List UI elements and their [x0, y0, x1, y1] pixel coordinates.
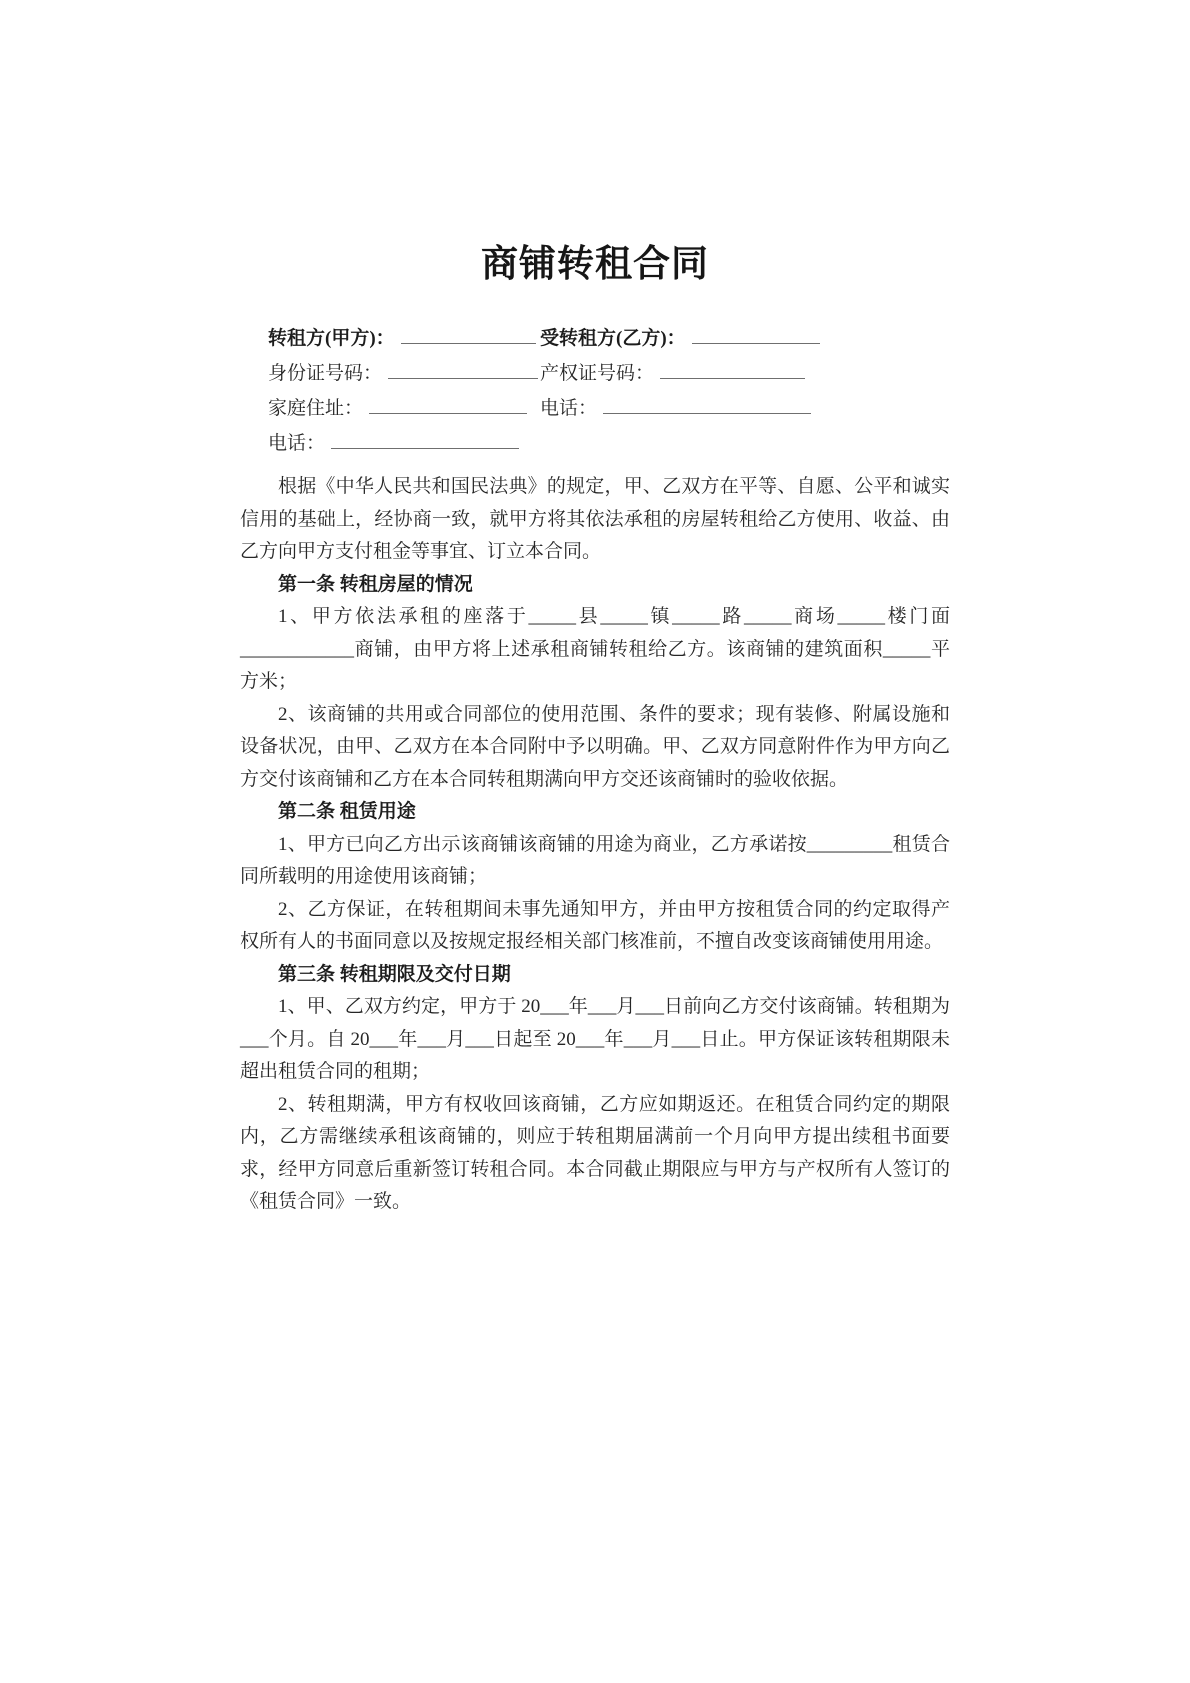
article-3-clause-1: 1、甲、乙双方约定，甲方于 20___年___月___日前向乙方交付该商铺。转租期为___个月。自 20___年___月___日起至 20___年___月___日止。甲方保证该转租期限未超出租赁合同的租期； [240, 996, 950, 1082]
sublessee-phone-blank-line [603, 399, 811, 414]
lessor-name-blank-line [401, 329, 536, 344]
lessor-phone-label: 电话： [268, 433, 326, 454]
id-number-label: 身份证号码： [268, 363, 383, 384]
contract-page [240, 0, 950, 1219]
article-1-clause-1: 1、甲方依法承租的座落于_____县_____镇_____路_____商场_____楼门面____________商铺，由甲方将上述承租商铺转租给乙方。该商铺的建筑面积_____平方米； [240, 606, 950, 692]
party-info-section [240, 319, 950, 459]
lessor-name-field [268, 323, 540, 350]
property-cert-number-blank-line [660, 364, 805, 379]
sublessee-phone-label: 电话： [540, 398, 598, 419]
article-2-clause-2: 2、乙方保证，在转租期间未事先通知甲方，并由甲方按租赁合同的约定取得产权所有人的书面同意以及按规定报经相关部门核准前，不擅自改变该商铺使用用途。 [240, 898, 950, 952]
home-address-label: 家庭住址： [268, 398, 364, 419]
sublessee-name-field [540, 323, 950, 350]
lessor-name-label: 转租方(甲方)： [268, 328, 395, 349]
article-3-heading: 第三条 转租期限及交付日期 [278, 963, 511, 985]
home-address-field [268, 393, 540, 420]
sublessee-name-blank-line [692, 329, 820, 344]
article-1-heading: 第一条 转租房屋的情况 [278, 573, 473, 595]
article-3-clause-2: 2、转租期满，甲方有权收回该商铺，乙方应如期返还。在租赁合同约定的期限内，乙方需继续承租该商铺的，则应于转租期届满前一个月向甲方提出续租书面要求，经甲方同意后重新签订转租合同。本合同截止期限应与甲方与产权所有人签订的《租赁合同》一致。 [240, 1093, 950, 1212]
article-1-clause-2: 2、该商铺的共用或合同部位的使用范围、条件的要求；现有装修、附属设施和设备状况，由甲、乙双方在本合同附中予以明确。甲、乙双方同意附件作为甲方向乙方交付该商铺和乙方在本合同转租期满向甲方交还该商铺时的验收依据。 [240, 703, 950, 790]
article-2-clause-1: 1、甲方已向乙方出示该商铺该商铺的用途为商业，乙方承诺按_________租赁合同所载明的用途使用该商铺； [240, 833, 950, 887]
sublessee-phone-field [540, 393, 950, 420]
sublessee-name-label: 受转租方(乙方)： [540, 328, 686, 349]
id-number-field [268, 358, 540, 385]
article-2-heading: 第二条 租赁用途 [278, 801, 416, 822]
document-title: 商铺转租合同 [481, 244, 709, 285]
preamble-paragraph: 根据《中华人民共和国民法典》的规定，甲、乙双方在平等、自愿、公平和诚实信用的基础上，经协商一致，就甲方将其依法承租的房屋转租给乙方使用、收益、由乙方向甲方支付租金等事宜、订立本合同。 [240, 476, 950, 562]
lessor-phone-field [268, 428, 540, 455]
lessor-phone-blank-line [331, 434, 519, 449]
property-cert-number-field [540, 358, 950, 385]
property-cert-number-label: 产权证号码： [540, 363, 655, 384]
id-number-blank-line [388, 364, 538, 379]
home-address-blank-line [369, 399, 527, 414]
contract-body [240, 471, 950, 1219]
